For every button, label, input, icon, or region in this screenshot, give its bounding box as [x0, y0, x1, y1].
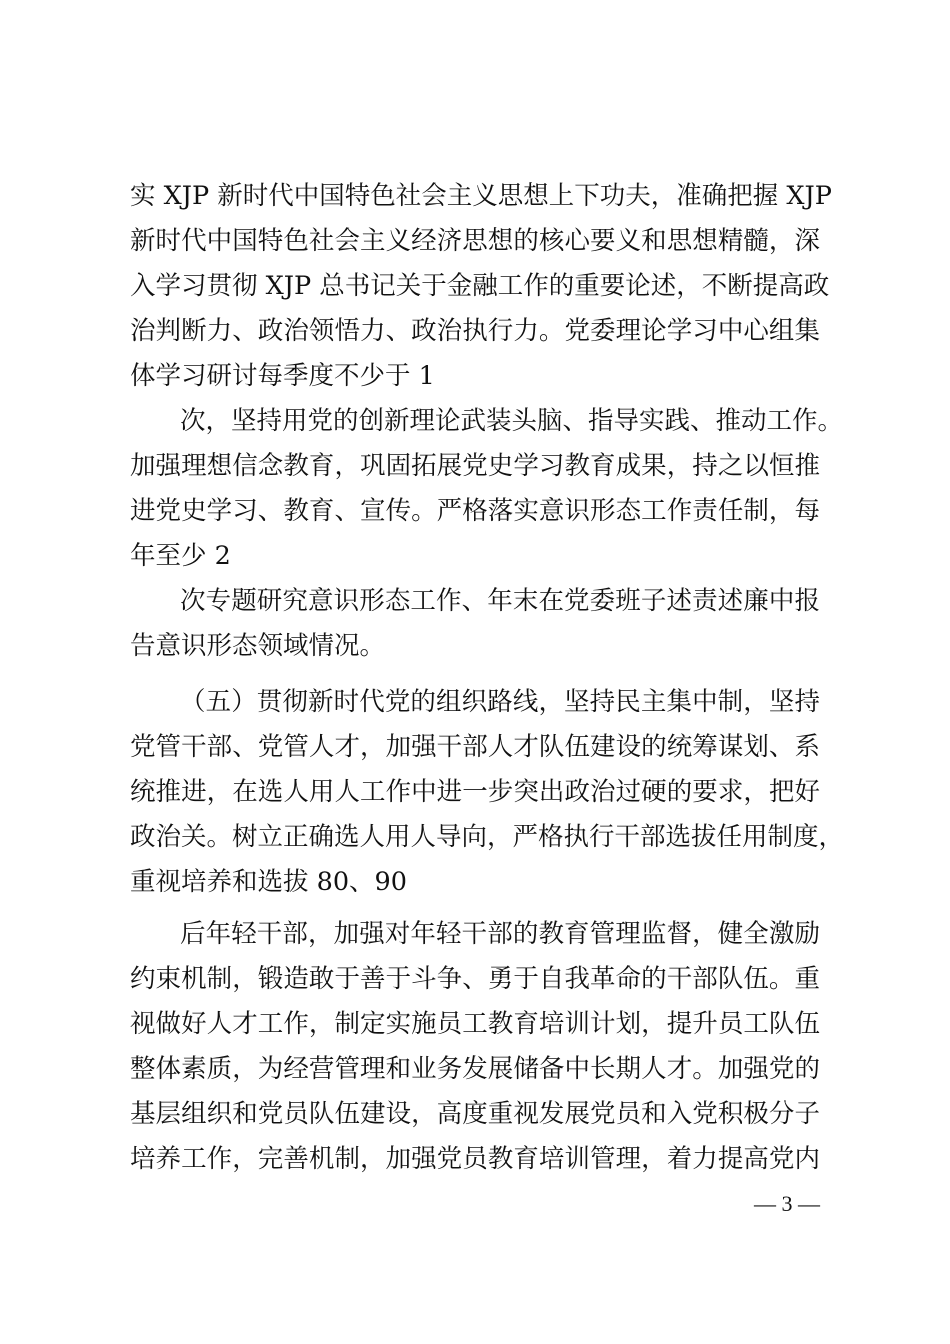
paragraph-3-line-1: 次专题研究意识形态工作、年末在党委班子述责述廉中报: [180, 586, 820, 616]
paragraph-5-line-4: 整体素质，为经营管理和业务发展储备中长期人才。加强党的: [130, 1054, 820, 1084]
page-number: — 3 —: [754, 1191, 820, 1216]
section-five-line-3: 统推进，在选人用人工作中进一步突出政治过硬的要求，把好: [130, 777, 820, 807]
paragraph-2-line-3: 进党史学习、教育、宣传。严格落实意识形态工作责任制，每: [130, 496, 820, 526]
paragraph-5-line-2: 约束机制，锻造敢于善于斗争、勇于自我革命的干部队伍。重: [130, 964, 820, 994]
section-five-line-5: 重视培养和选拔 80、90: [130, 867, 408, 897]
paragraph-5-line-3: 视做好人才工作，制定实施员工教育培训计划，提升员工队伍: [130, 1009, 820, 1039]
paragraph-2-line-1: 次，坚持用党的创新理论武装头脑、指导实践、推动工作。: [180, 406, 844, 436]
paragraph-2-line-2: 加强理想信念教育，巩固拓展党史学习教育成果，持之以恒推: [130, 451, 820, 481]
paragraph-1-line-4: 治判断力、政治领悟力、政治执行力。党委理论学习中心组集: [130, 316, 820, 346]
paragraph-3-line-2: 告意识形态领域情况。: [130, 631, 386, 661]
paragraph-5-line-1: 后年轻干部，加强对年轻干部的教育管理监督，健全激励: [180, 919, 820, 949]
section-five-line-2: 党管干部、党管人才，加强干部人才队伍建设的统筹谋划、系: [130, 732, 820, 762]
paragraph-5-line-5: 基层组织和党员队伍建设，高度重视发展党员和入党积极分子: [130, 1099, 820, 1129]
section-five-line-4: 政治关。树立正确选人用人导向，严格执行干部选拔任用制度，: [130, 822, 845, 852]
paragraph-2-line-4: 年至少 2: [130, 541, 231, 571]
paragraph-1-line-5: 体学习研讨每季度不少于 1: [130, 361, 435, 391]
section-five-line-1: （五）贯彻新时代党的组织路线，坚持民主集中制，坚持: [180, 687, 820, 717]
paragraph-1-line-3: 入学习贯彻 XJP 总书记关于金融工作的重要论述，不断提高政: [130, 271, 830, 301]
paragraph-1-line-1: 实 XJP 新时代中国特色社会主义思想上下功夫，准确把握 XJP: [130, 181, 832, 211]
paragraph-1-line-2: 新时代中国特色社会主义经济思想的核心要义和思想精髓，深: [130, 226, 820, 256]
paragraph-5-line-6: 培养工作，完善机制，加强党员教育培训管理，着力提高党内: [130, 1144, 820, 1174]
